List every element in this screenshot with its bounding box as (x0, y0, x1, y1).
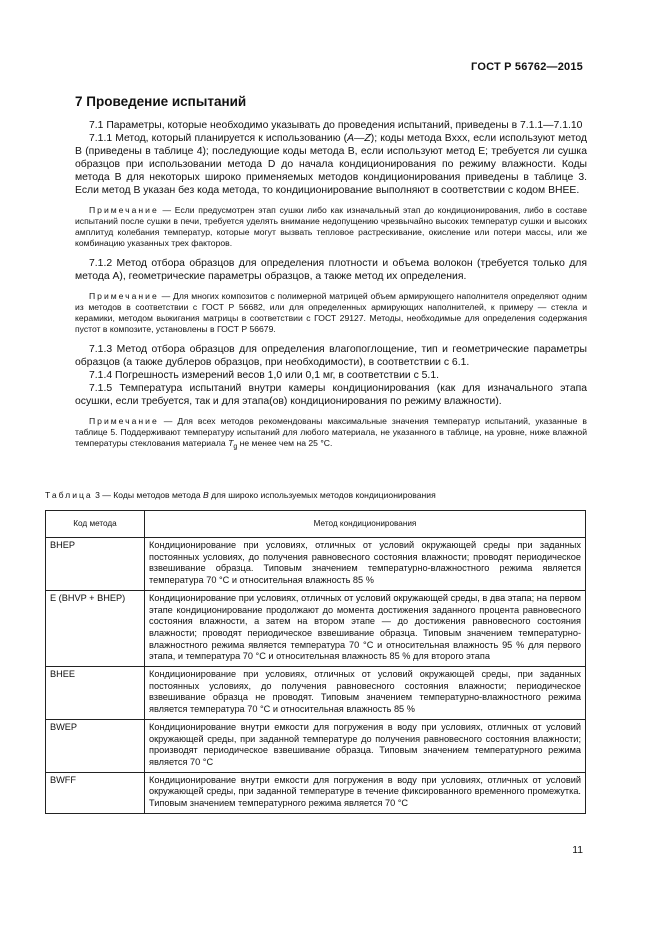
main-content (75, 94, 587, 461)
note-label: Примечание (89, 291, 159, 301)
row-code: BWFF (46, 772, 145, 813)
document-code: ГОСТ Р 56762—2015 (471, 61, 583, 73)
section-title: 7 Проведение испытаний (75, 94, 247, 109)
table-header-row (46, 511, 586, 538)
tg-symbol: T (228, 438, 234, 448)
table-caption: Таблица 3 — Коды методов метода B для широко используемых методов кондиционирования (45, 490, 436, 500)
row-description: Кондиционирование при условиях, отличных от условий окружающей среды, в два этапа; на первом этапе кондиционирование продолжают до момента достижения заданного процента равновесного состояния влажности, а затем на втором этапе — до достижения равновесного состояния влажности; проводят периодическое взвешивание образца. Типовым значением температурно-влажностного режима является температура 70 °С и относительная влажность 95 % для первого этапа, и температура 70 °С и относительная влажность 85 % для второго этапа (145, 590, 586, 666)
page-number: 11 (572, 845, 583, 856)
row-description: Кондиционирование внутри емкости для погружения в воду при условиях, отличных от условий окружающей среды, при заданной температуре в течение фиксированного временного промежутка. Типовым значением температурного режима является 70 °С (145, 772, 586, 813)
paragraph-7-1-1: 7.1.1 Метод, который планируется к использованию (A—Z); коды метода Bxxx, если используют метод B (приведены в таблице 4); последующие коды метода B, если используют метод E; требуется ли сушка образцов при использовании метода D до начала кондиционирования по режиму влажности. Коды метода B для некоторых широко применяемых методов кондиционирования приведены в таблице 3. Если метод B указан без кода метода, то кондиционирование выполняют в соответствии с кодом BHEE. (75, 133, 587, 196)
row-description: Кондиционирование внутри емкости для погружения в воду при условиях, отличных от условий окружающей среды, при заданной температуре до получения равновесного состояния влажности; производят периодическое взвешивание образца. Типовым значением температурного режима является 70 °С (145, 719, 586, 772)
paragraph-7-1-2: 7.1.2 Метод отбора образцов для определения плотности и объема волокон (требуется только для метода A), геометрические параметры образцов, а также метод их определения. (75, 258, 587, 282)
table-row (46, 538, 586, 591)
paragraph-7-1-5: 7.1.5 Температура испытаний внутри камеры кондиционирования (как для изначального этапа осушки, если требуется, так и для этапа(ов) кондиционирования по режиму влажности). (75, 383, 587, 407)
row-description: Кондиционирование при условиях, отличных от условий окружающей среды, при заданных постоянных условиях, до получения равновесного состояния влажности; периодическое взвешивание образца не проводят. Типовым значением температурно-влажностного режима является температура 70 °С и относительная влажность 85 % (145, 667, 586, 720)
row-code: BHEP (46, 538, 145, 591)
conditioning-codes-table (45, 510, 586, 814)
paragraph-7-1-4: 7.1.4 Погрешность измерений весов 1,0 или 0,1 мг, в соответствии с 5.1. (89, 370, 439, 381)
note-label: Примечание (89, 205, 159, 215)
table-row (46, 772, 586, 813)
row-description: Кондиционирование при условиях, отличных от условий окружающей среды при заданных постоянных условиях, до получения равновесного состояния влажности; проводят периодическое взвешивание образца. Типовым значением температурно-влажностного режима является температура 70 °С и относительная влажность 85 % (145, 538, 586, 591)
row-code: E (BHVP + BHEP) (46, 590, 145, 666)
header-method: Метод кондиционирования (145, 511, 586, 538)
table-row (46, 719, 586, 772)
method-range: A—Z (347, 133, 371, 144)
table-row (46, 590, 586, 666)
paragraph-7-1-3: 7.1.3 Метод отбора образцов для определения влагопоглощение, тип и геометрические параметры образцов (а также дублеров образцов, при необходимости), в соответствии с 6.1. (75, 344, 587, 368)
note-3: Примечание — Для всех методов рекомендованы максимальные значения температур испытаний, указанные в таблице 5. Поддерживают температуру испытаний для любого материала, не указанного в таблице, на уровне, ниже влажной температуры стеклования материала $T_g$ не менее чем на 25 °С. (75, 416, 587, 451)
note-2: Примечание — Для многих композитов с полимерной матрицей объем армирующего наполнителя определяют одним из методов в соответствии с ГОСТ Р 56682, или для определенных армирующих наполнителей, к примеру — стекла и керамики, методом выжигания матрицы в соответствии с ГОСТ 29127. Методы, необходимые для определения содержания пустот в композите, установлены в ГОСТ Р 56679. (75, 291, 587, 334)
paragraph-7-1: 7.1 Параметры, которые необходимо указывать до проведения испытаний, приведены в 7.1.1—7.1.10 (89, 120, 583, 131)
table-row (46, 667, 586, 720)
note-label: Примечание (89, 416, 159, 426)
row-code: BHEE (46, 667, 145, 720)
row-code: BWEP (46, 719, 145, 772)
note-1: Примечание — Если предусмотрен этап сушки либо как изначальный этап до кондиционирования, либо в составе испытаний после сушки в печи, требуется уделять внимание недопущению чрезвычайно высоких температур сушки и высоких амплитуд колебания температур, которые могут вызвать тепловое растрескивание, окисление или потери массы, или же комбинацию указанных трех факторов. (75, 205, 587, 248)
header-code: Код метода (46, 511, 145, 538)
